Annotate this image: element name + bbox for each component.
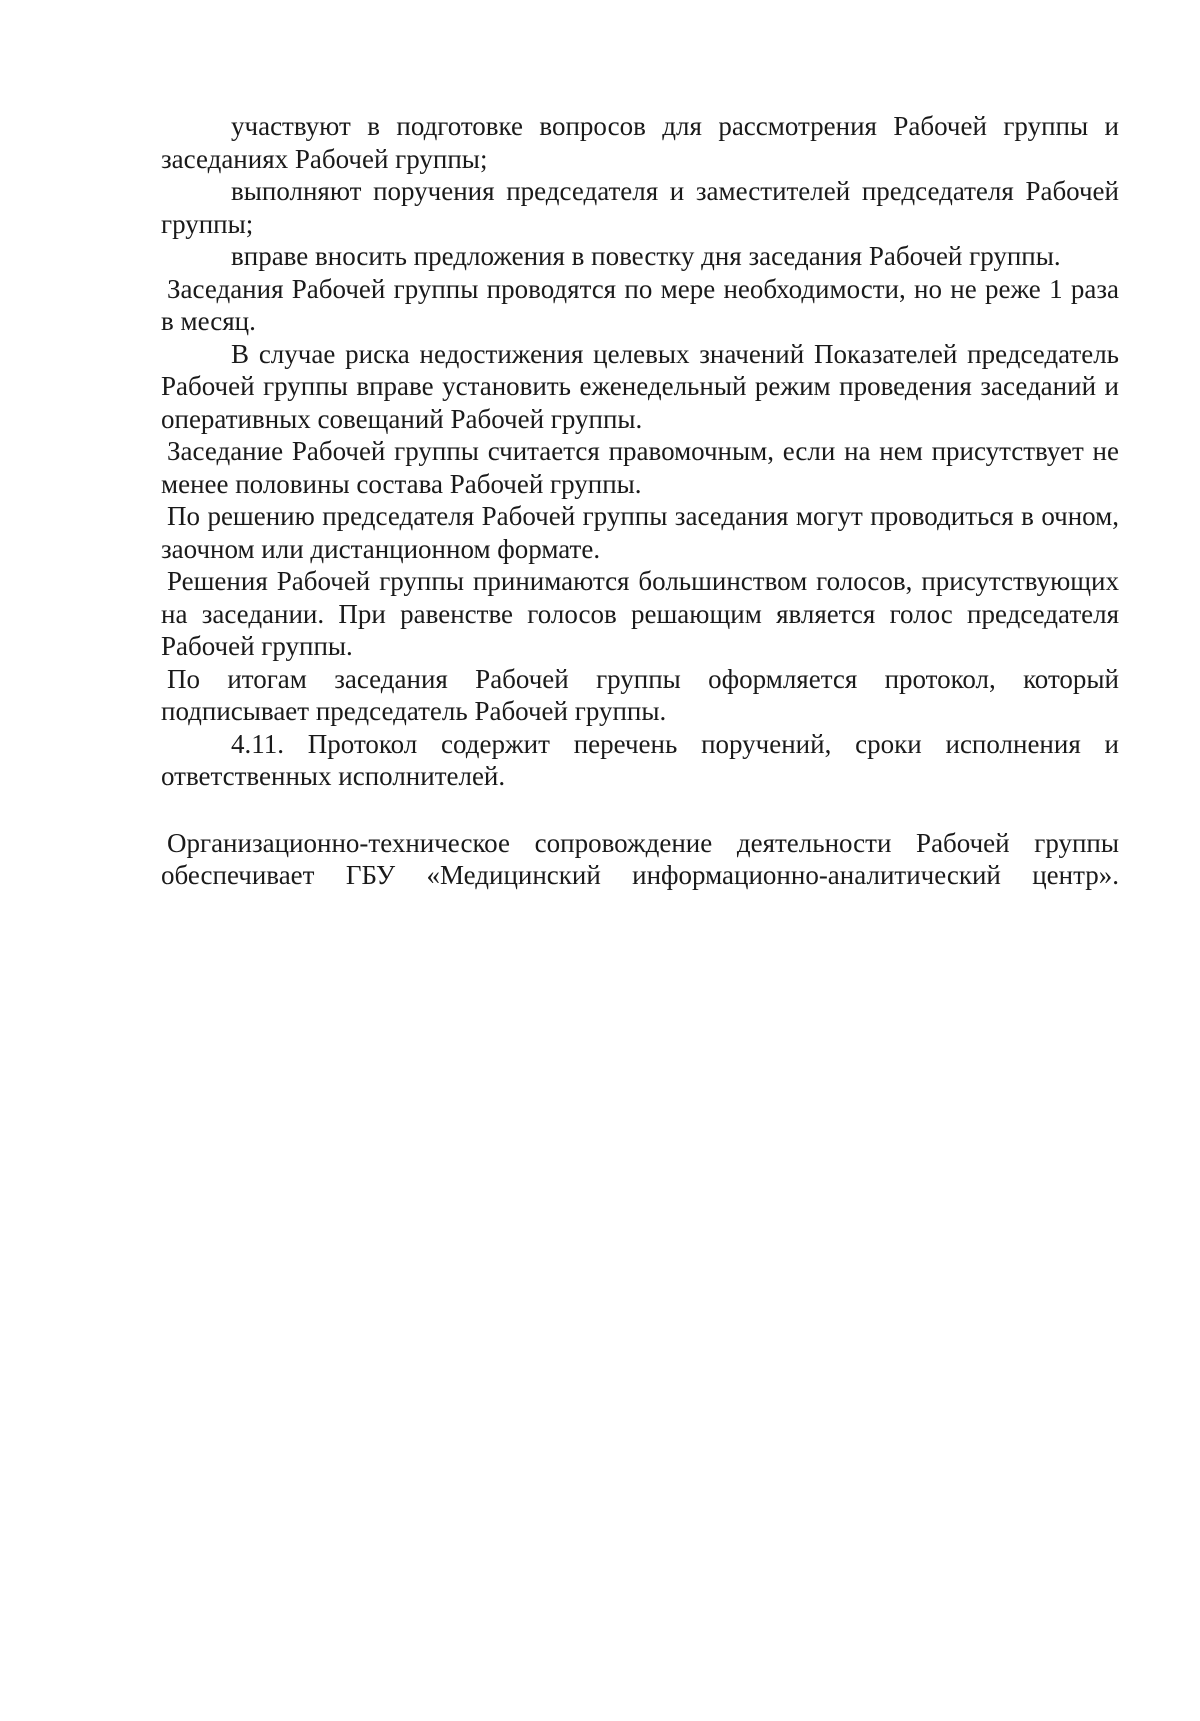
paragraph-decisions: Решения Рабочей группы принимаются большинством голосов, присутствующих на заседании. При равенстве голосов решающим является голос председателя Рабочей группы. bbox=[161, 566, 1119, 661]
document-body bbox=[161, 110, 1119, 892]
paragraph-protocol-contents: 4.11. Протокол содержит перечень поручений, сроки исполнения и ответственных исполнителей. bbox=[161, 728, 1119, 791]
paragraph-technical-support: Организационно-техническое сопровождение деятельности Рабочей группы обеспечивает ГБУ «Медицинский информационно-аналитический центр». bbox=[161, 827, 1119, 890]
paragraph-weekly-regime: В случае риска недостижения целевых значений Показателей председатель Рабочей группы вправе установить еженедельный режим проведения заседаний и оперативных совещаний Рабочей группы. bbox=[161, 338, 1119, 434]
paragraph-protocol: По итогам заседания Рабочей группы оформляется протокол, который подписывает председатель Рабочей группы. bbox=[161, 663, 1119, 726]
paragraph-quorum: Заседание Рабочей группы считается правомочным, если на нем присутствует не менее половины состава Рабочей группы. bbox=[161, 436, 1119, 499]
paragraph-participate: участвуют в подготовке вопросов для рассмотрения Рабочей группы и заседаниях Рабочей группы; bbox=[161, 111, 1119, 174]
paragraph-meeting-frequency: Заседания Рабочей группы проводятся по мере необходимости, но не реже 1 раза в месяц. bbox=[161, 273, 1119, 336]
paragraph-meeting-format: По решению председателя Рабочей группы заседания могут проводиться в очном, заочном или дистанционном формате. bbox=[161, 501, 1119, 564]
paragraph-execute-orders: выполняют поручения председателя и заместителей председателя Рабочей группы; bbox=[161, 176, 1119, 239]
paragraph-spacer bbox=[161, 793, 1119, 827]
paragraph-agenda-proposals: вправе вносить предложения в повестку дня заседания Рабочей группы. bbox=[231, 241, 1061, 271]
